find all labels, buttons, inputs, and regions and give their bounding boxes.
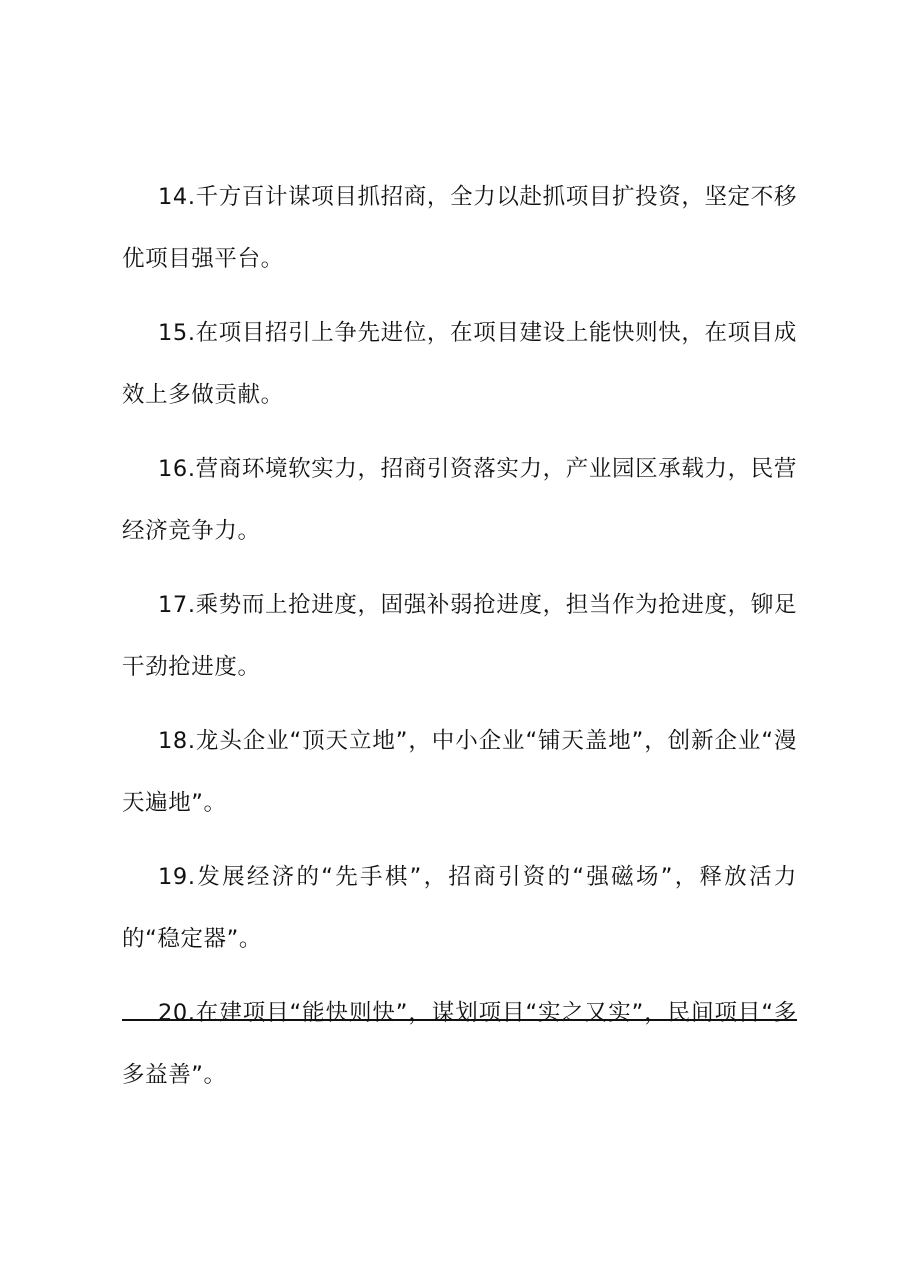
paragraph-19: 19.发展经济的“先手棋”，招商引资的“强磁场”，释放活力的“稳定器”。 [122, 864, 797, 952]
document-body [122, 166, 797, 1118]
paragraph-17: 17.乘势而上抢进度，固强补弱抢进度，担当作为抢进度，铆足干劲抢进度。 [122, 592, 797, 680]
paragraph-20: 20.在建项目“能快则快”，谋划项目“实之又实”，民间项目“多多益善”。 [122, 1000, 797, 1088]
paragraph-15: 15.在项目招引上争先进位，在项目建设上能快则快，在项目成效上多做贡献。 [122, 320, 797, 408]
paragraph-18: 18.龙头企业“顶天立地”，中小企业“铺天盖地”，创新企业“漫天遍地”。 [122, 728, 797, 816]
paragraph-16: 16.营商环境软实力，招商引资落实力，产业园区承载力，民营经济竞争力。 [122, 456, 797, 544]
paragraph-14: 14.千方百计谋项目抓招商，全力以赴抓项目扩投资，坚定不移优项目强平台。 [122, 184, 797, 272]
horizontal-rule [122, 1019, 797, 1021]
